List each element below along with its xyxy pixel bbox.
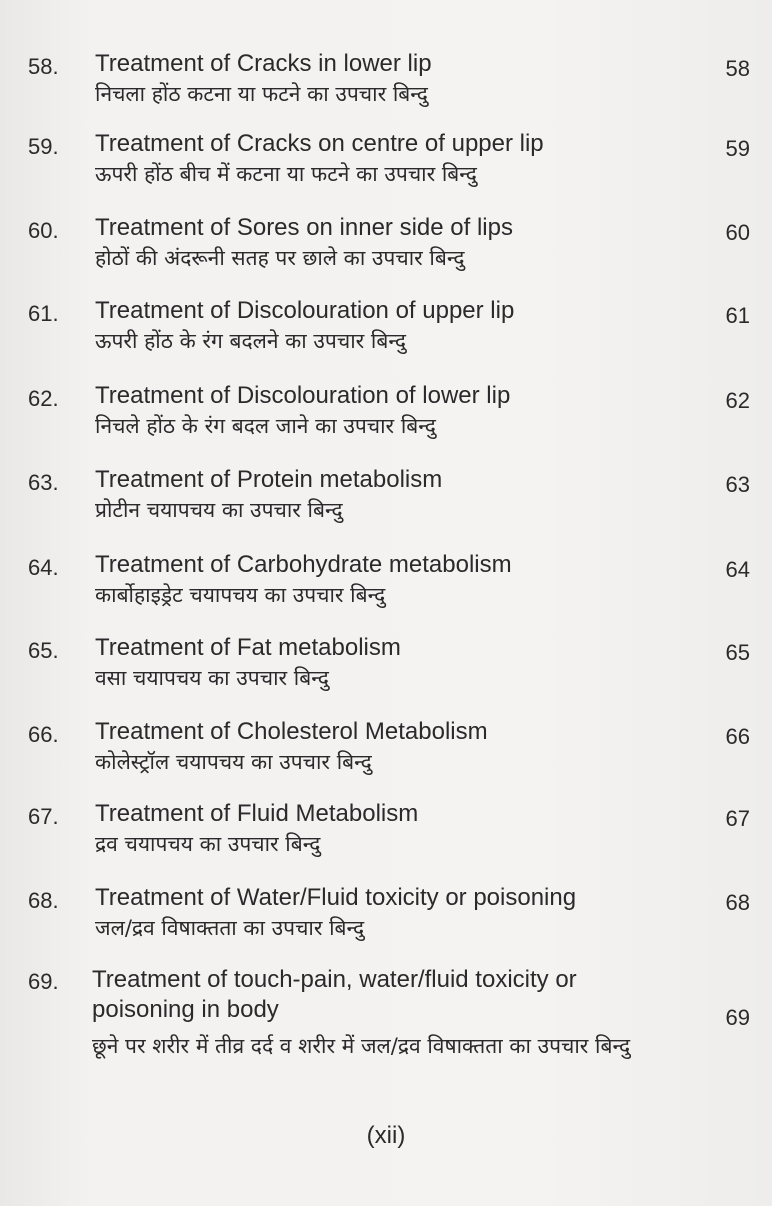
entry-title-hindi: होठों की अंदरूनी सतह पर छाले का उपचार बिन्दु [95,246,465,270]
entry-title-hindi: निचले होंठ के रंग बदल जाने का उपचार बिन्दु [95,414,436,438]
page-footer-number: (xii) [366,1122,406,1149]
entry-title-english: Treatment of Carbohydrate metabolism [95,551,512,578]
entry-page-number: 62 [725,388,750,413]
entry-page-number: 69 [725,1005,750,1030]
entry-title-hindi: कोलेस्ट्रॉल चयापचय का उपचार बिन्दु [95,750,372,774]
entry-number: 62. [28,386,59,411]
entry-number: 60. [28,218,59,243]
entry-number: 63. [28,470,59,495]
entry-page-number: 65 [725,640,750,665]
entry-title-english: Treatment of Discolouration of upper lip [95,297,515,324]
entry-title-english: Treatment of Fluid Metabolism [95,800,419,827]
entry-title-english: Treatment of Cracks on centre of upper lip [95,130,544,157]
entry-number: 61. [28,301,59,326]
entry-title-hindi: कार्बोहाइड्रेट चयापचय का उपचार बिन्दु [95,583,386,607]
entry-title-hindi: ऊपरी होंठ बीच में कटना या फटने का उपचार बिन्दु [95,162,477,186]
entry-title-hindi: छूने पर शरीर में तीव्र दर्द व शरीर में जल/द्रव विषाक्तता का उपचार बिन्दु [92,1034,631,1058]
entry-number: 59. [28,134,59,159]
entry-title-hindi: प्रोटीन चयापचय का उपचार बिन्दु [95,498,343,522]
entry-page-number: 64 [725,557,750,582]
entry-number: 66. [28,722,59,747]
entry-page-number: 61 [725,303,750,328]
entry-title-english: Treatment of Discolouration of lower lip [95,382,511,409]
entry-title-hindi: निचला होंठ कटना या फटने का उपचार बिन्दु [95,82,428,106]
entry-number: 68. [28,888,59,913]
entry-title-english: Treatment of touch-pain, water/fluid toxicity or poisoning in body [92,966,577,1023]
entry-number: 58. [28,54,59,79]
entry-page-number: 68 [725,890,750,915]
entry-number: 67. [28,804,59,829]
entry-page-number: 67 [725,806,750,831]
entry-title-english: Treatment of Cholesterol Metabolism [95,718,488,745]
entry-number: 69. [28,969,59,994]
entry-title-hindi: ऊपरी होंठ के रंग बदलने का उपचार बिन्दु [95,329,406,353]
entry-title-english: Treatment of Cracks in lower lip [95,50,432,77]
entry-number: 65. [28,638,59,663]
entry-number: 64. [28,555,59,580]
entry-page-number: 60 [725,220,750,245]
entry-title-hindi: जल/द्रव विषाक्तता का उपचार बिन्दु [95,916,365,940]
entry-title-english: Treatment of Sores on inner side of lips [95,214,513,241]
entry-title-english: Treatment of Protein metabolism [95,466,443,493]
entry-title-hindi: वसा चयापचय का उपचार बिन्दु [95,666,329,690]
entry-page-number: 59 [725,136,750,161]
entry-title-hindi: द्रव चयापचय का उपचार बिन्दु [95,832,321,856]
entry-page-number: 66 [725,724,750,749]
entry-page-number: 58 [725,56,750,81]
entry-title-english: Treatment of Water/Fluid toxicity or poisoning [95,884,577,911]
entry-page-number: 63 [725,472,750,497]
entry-title-english: Treatment of Fat metabolism [95,634,401,661]
